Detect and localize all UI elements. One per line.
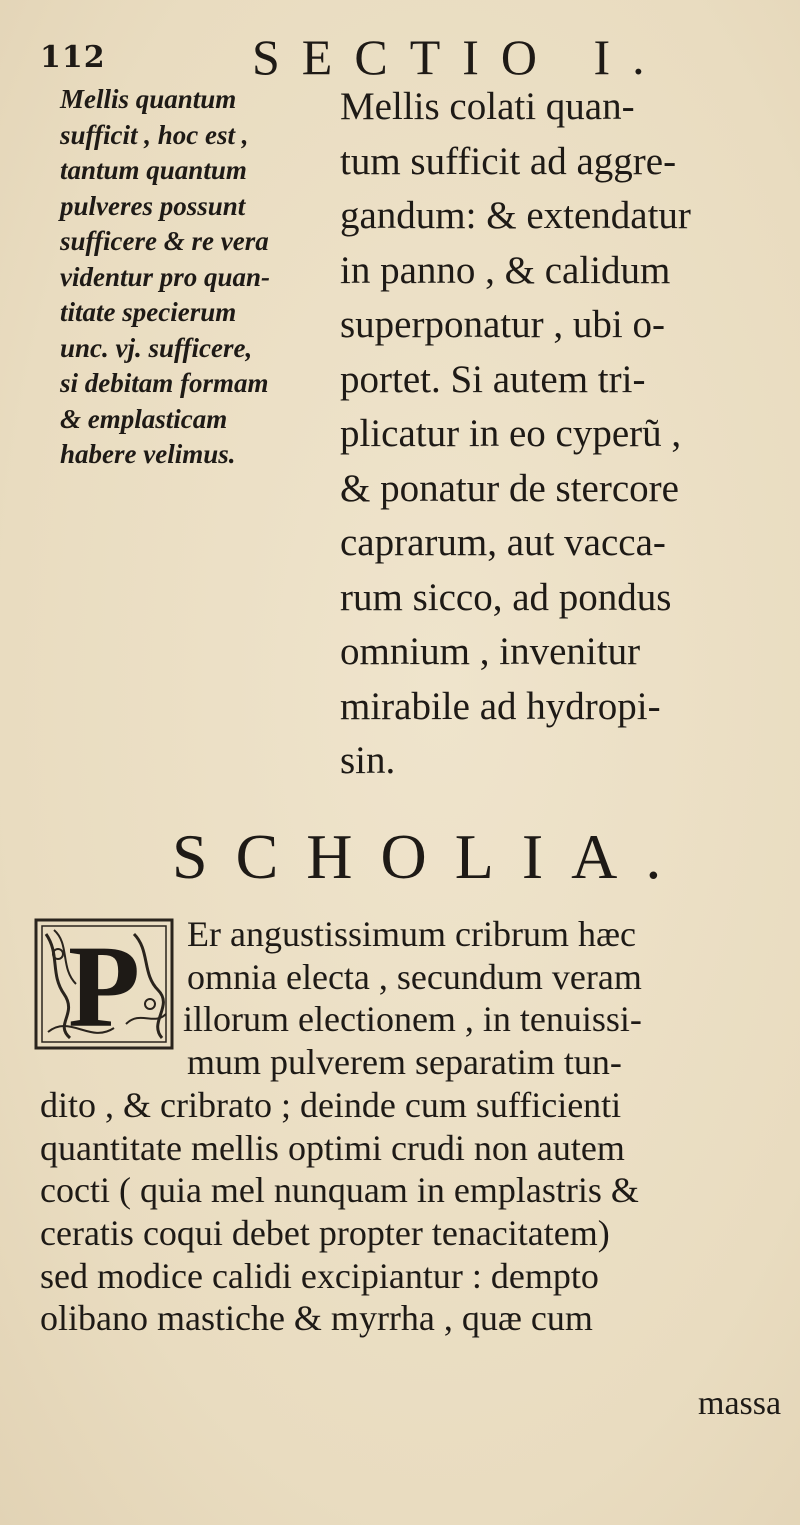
main-text-line: portet. Si autem tri- — [340, 357, 646, 401]
main-text-line: Mellis colati quan- — [340, 85, 635, 128]
scholia-body — [0, 913, 800, 1340]
main-text-line: sin. — [340, 739, 396, 782]
page-number: 112 — [40, 40, 106, 75]
main-text-line: rum sicco, ad pondus — [340, 575, 672, 619]
main-text-line: & ponatur de stercore — [340, 466, 679, 510]
scholia-line: ceratis coqui debet propter tenacitatem) — [40, 1212, 610, 1253]
scholia-line: omnia electa , secundum veram — [187, 956, 642, 997]
main-text-line: tum sufficit ad aggre- — [340, 139, 677, 183]
drop-cap-letter: P — [67, 921, 141, 1052]
scholia-line: cocti ( quia mel nunquam in emplastris & — [40, 1170, 639, 1211]
marginal-note-line: unc. vj. sufficere, — [60, 332, 253, 363]
scholia-line: quantitate mellis optimi crudi non autem — [40, 1127, 625, 1168]
main-text-line: in panno , & calidum — [340, 248, 671, 292]
catchword: massa — [698, 1385, 782, 1422]
marginal-note-line: habere velimus. — [60, 439, 236, 469]
scholia-line: illorum electionem , in tenuissi- — [183, 999, 642, 1040]
scholia-heading: SCHOLIA. — [172, 821, 690, 892]
main-text-line: omnium , invenitur — [340, 630, 641, 673]
main-text-line: plicatur in eo cyperũ , — [340, 412, 682, 455]
marginal-note-line: pulveres possunt — [60, 190, 246, 221]
scholia-line: mum pulverem separatim tun- — [187, 1042, 622, 1083]
scholia-line: dito , & cribrato ; deinde cum sufficienti — [40, 1084, 622, 1125]
marginal-note-line: videntur pro quan- — [60, 261, 271, 292]
main-text-column — [340, 80, 795, 789]
page-header — [40, 28, 780, 88]
marginal-note-line: sufficit , hoc est , — [60, 119, 249, 150]
marginal-note-line: tantum quantum — [60, 155, 247, 185]
scholia-line: Er angustissimum cribrum hæc — [187, 914, 636, 954]
running-head: SECTIO I. — [252, 29, 667, 85]
marginal-note — [60, 82, 330, 473]
marginal-note-line: si debitam formam — [60, 368, 269, 398]
marginal-note-line: titate specierum — [60, 297, 237, 327]
scholia-line: sed modice calidi excipiantur : dempto — [40, 1255, 599, 1296]
marginal-note-line: sufficere & re vera — [60, 226, 269, 256]
main-text-line: caprarum, aut vacca- — [340, 521, 666, 564]
main-text-line: mirabile ad hydropi- — [340, 684, 661, 728]
marginal-note-line: Mellis quantum — [60, 84, 237, 114]
scholia-line: olibano mastiche & myrrha , quæ cum — [40, 1298, 593, 1339]
main-text-line: gandum: & extendatur — [340, 194, 691, 237]
main-text-line: superponatur , ubi o- — [340, 303, 665, 346]
marginal-note-line: & emplasticam — [60, 403, 228, 434]
